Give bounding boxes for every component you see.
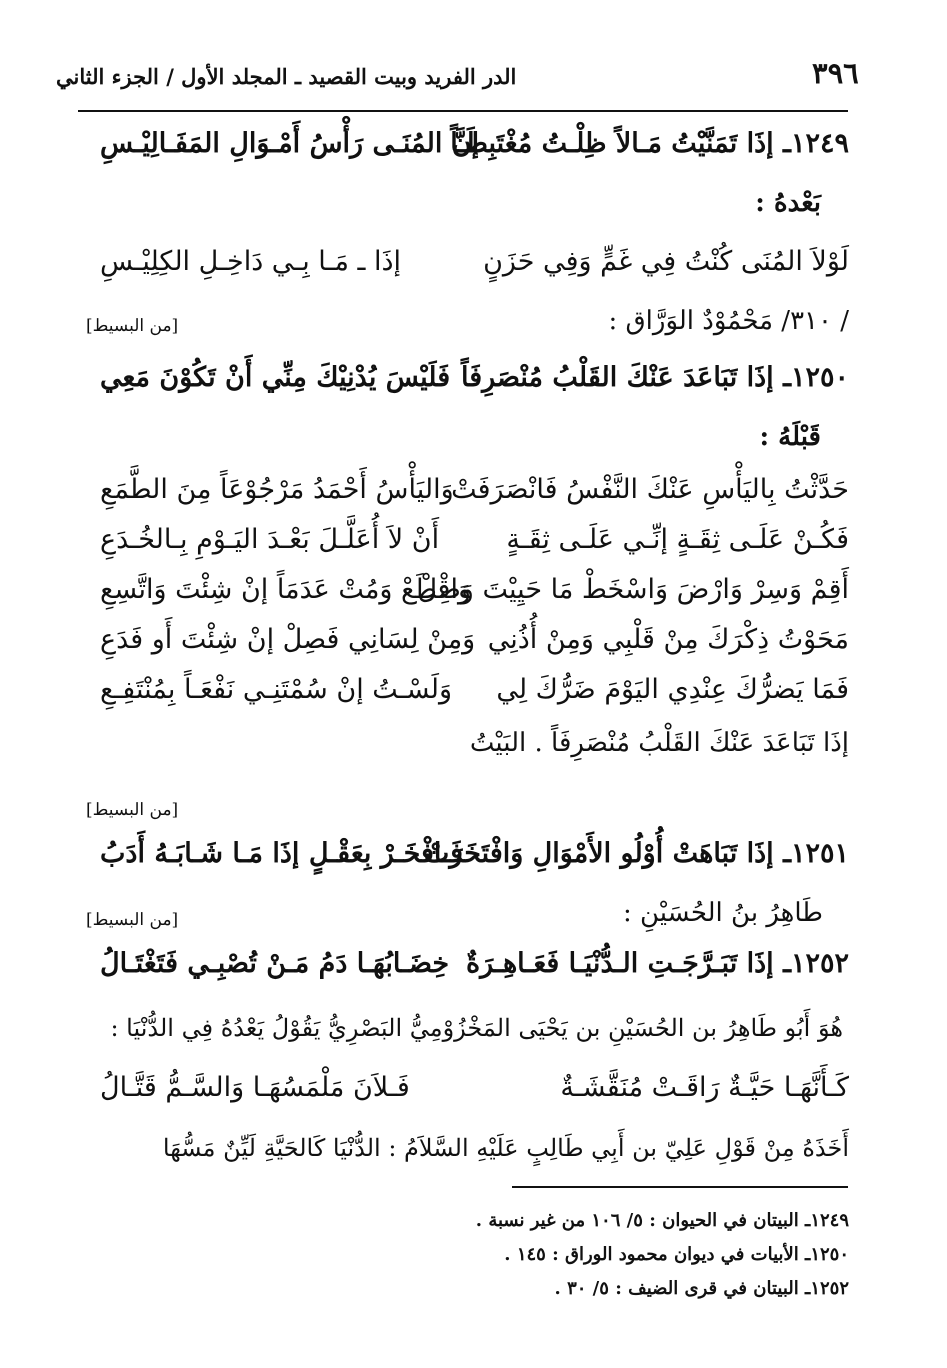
verse-1250-first-hemistich: ١٢٥٠ـ إذَا تَبَاعَدَ عَنْكَ القَلْبُ مُنْصَرِفَاً — [460, 362, 849, 393]
header-rule — [78, 110, 848, 112]
verse-1252-first-hemistich: ١٢٥٢ـ إذَا تَبَـرَّجَـتِ الـدُّنْيَـا فَعَـاهِـرَةٌ — [465, 948, 849, 979]
poem-line-3-second: وَاقْطَعْ وَمُتْ عَدَمَاً إنْ شِئْتَ وَاتَّسِعِ — [100, 574, 471, 605]
poem-line-2 — [100, 524, 849, 564]
after-label-1249: بَعْدهُ : — [755, 188, 821, 218]
verse-1250 — [100, 362, 849, 402]
meter-1250: [من البسيط] — [86, 316, 179, 336]
quoted-second-hemistich: فَـلاَنَ مَلْمَسُهَـا وَالسَّـمُّ قَتَّـالُ — [100, 1072, 410, 1103]
poem-line-3-first: أَقِمْ وَسِرْ وَارْضَ وَاسْخَطْ مَا حَيِيْتَ وَصِلْ — [417, 574, 849, 605]
verse-1249 — [100, 128, 849, 168]
verse-1251-second-hemistich: فَـافْخَـرْ بِعَقْـلٍ إذَا مَـا شَـابَـهُ أَدَبُ — [100, 838, 463, 869]
quoted-first-hemistich: كَـأَنَّهَـا حَيَّـةٌ رَاقَـتْ مُنَقَّشَـةٌ — [560, 1072, 849, 1103]
poem-line-4-second: وَمِنْ لِسَانِي فَصِلْ إنْ شِئْتَ أَو فَدَعِ — [100, 624, 476, 655]
footnote-1252: ١٢٥٢ـ البيتان في قرى الضيف : ٥/ ٣٠ . — [554, 1278, 849, 1299]
poem-line-1 — [100, 474, 849, 514]
closing-1250: إذَا تَبَاعَدَ عَنْكَ القَلْبُ مُنْصَرِفَاً . البَيْتُ — [469, 728, 849, 758]
verse-1249-second-hemistich: إنَّ المُنَـى رَأْسُ أَمْـوَالِ المَفَـالِيْـسِ — [100, 128, 480, 159]
verse-1252 — [100, 948, 849, 988]
verse-1251-first-hemistich: ١٢٥١ـ إذَا تَبَاهَتْ أُوْلُو الأَمْوَالِ وَافْتَخَرَتْ — [423, 838, 849, 869]
poem-line-5 — [100, 674, 849, 714]
poem-line-2-first: فَكُـنْ عَلَـى ثِقَـةٍ إنِّـي عَلَـى ثِقَـةٍ — [506, 524, 849, 555]
poem-line-3 — [100, 574, 849, 614]
before-label-1250: قَبْلَهُ : — [759, 422, 821, 452]
verse-1249-first-hemistich: ١٢٤٩ـ إذَا تَمَنَّيْتُ مَـالاً ظِلْـتُ مُغْتَبِطَـاً — [450, 128, 849, 159]
poem-line-4-first: مَحَوْتُ ذِكْرَكَ مِنْ قَلْبِي وَمِنْ أُذُنِي — [487, 624, 849, 655]
final-line-1252: أَخَذَهُ مِنْ قَوْلِ عَلِيّ بن أَبِي طَالِبٍ عَلَيْهِ السَّلاَمُ : الدُّنْيَا كَالحَيَّةِ لَيِّنٌ مَسُّهَا — [162, 1134, 849, 1162]
meter-1251: [من البسيط] — [86, 800, 179, 820]
poem-line-5-first: فَمَا يَضرُّكَ عِنْدِي اليَوْمَ ضَرُّكَ لِي — [496, 674, 849, 705]
footnote-1250: ١٢٥٠ـ الأبيات في ديوان محمود الوراق : ١٤٥ . — [504, 1244, 849, 1265]
footnote-1249: ١٢٤٩ـ البيتان في الحيوان : ٥/ ١٠٦ من غير نسبة . — [475, 1210, 849, 1231]
verse-1250-second-hemistich: فَلَيْسَ يُدْنِيْكَ مِنِّي أَنْ تَكُوْنَ مَعِي — [100, 362, 451, 393]
poem-line-1-first: حَدَّثْتُ بِاليَأْسِ عَنْكَ النَّفْسُ فَانْصَرَفَتْ — [451, 474, 849, 505]
follow-second-hemistich: إذَا ـ مَـا بِـي دَاخِـلِ الكِلِيْـسِ — [100, 246, 402, 277]
attribution-1252: طَاهِرُ بنُ الحُسَيْنِ : — [622, 898, 823, 928]
meter-1252: [من البسيط] — [86, 910, 179, 930]
verse-1249-follow — [100, 246, 849, 286]
poem-line-1-second: وَاليَأْسُ أَحْمَدُ مَرْجُوْعَاً مِنَ الطَّمَعِ — [100, 474, 454, 505]
poem-line-5-second: وَلَسْـتُ إنْ سُمْتَنِـي نَفْعَـاً بِمُنْتَفِـعِ — [100, 674, 453, 705]
running-title: الدر الفريد وبيت القصيد ـ المجلد الأول / الجزء الثاني — [56, 64, 517, 89]
verse-1252-second-hemistich: خِضَـابُهَـا دَمُ مَـنْ تُصْبِـي فَتَغْتَـالُ — [100, 948, 450, 979]
attribution-1250: / ٣١٠/ مَحْمُوْدٌ الوَرَّاق : — [608, 306, 849, 336]
poem-line-2-second: أَنْ لاَ أُعَلَّـلَ بَعْـدَ اليَـوْمِ بِـالخُـدَعِ — [100, 524, 440, 555]
verse-1252-quoted — [100, 1072, 849, 1112]
commentary-1252: هُوَ أَبُو طَاهِرُ بن الحُسَيْنِ بن يَحْيَى المَخْزُوْمِيُّ البَصْرِيُّ يَقُوْلُ يَعْدُهُ فِي الدُّنْيَا : — [110, 1014, 843, 1042]
verse-1251 — [100, 838, 849, 878]
poem-line-4 — [100, 624, 849, 664]
page-number: ٣٩٦ — [812, 56, 859, 90]
footnote-rule — [512, 1186, 848, 1188]
follow-first-hemistich: لَوْلاَ المُنَى كُنْتُ فِي غَمٍّ وَفِي حَزَنٍ — [483, 246, 849, 277]
